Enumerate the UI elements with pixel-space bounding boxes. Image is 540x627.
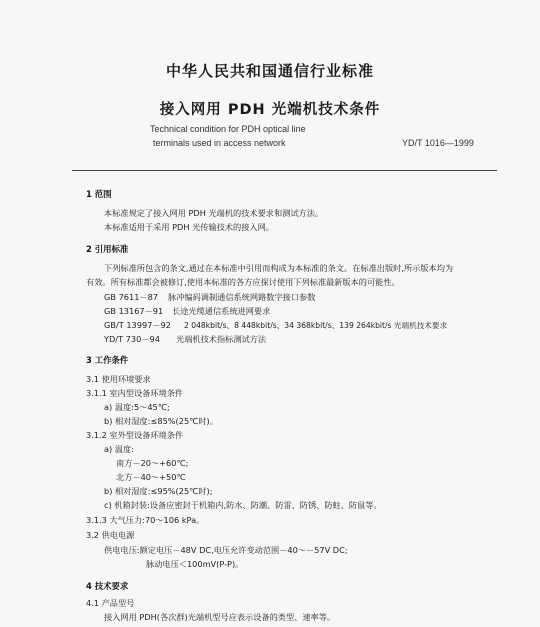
reference-code: GB 13167－91 <box>104 306 164 316</box>
subsection-3-1-heading: 3.1 使用环境要求 <box>86 374 151 384</box>
english-title-line-2: terminals used in access network <box>153 138 286 148</box>
section-4-1-paragraph: 接入网用 PDH(各次群)光端机型号应表示设备的类型、速率等。 <box>104 612 336 622</box>
power-supply-voltage: 供电电压:额定电压－48V DC,电压允许变动范围－40～－57V DC; <box>104 545 348 555</box>
subsection-3-1-3-heading: 3.1.3 大气压力:70～106 kPa。 <box>86 515 205 525</box>
list-item: b) 相对湿度:≤85%(25℃时)。 <box>104 416 218 426</box>
section-1-heading: 1 范围 <box>86 189 112 199</box>
reference-name: 长途光缆通信系统进网要求 <box>172 306 271 316</box>
list-item: 南方－20～+60℃; <box>116 458 189 468</box>
reference-code: YD/T 730－94 <box>104 334 160 344</box>
reference-code: GB 7611－87 <box>104 292 159 302</box>
list-item: a) 温度: <box>104 444 134 454</box>
reference-name: 脉冲编码调制通信系统网路数字接口参数 <box>168 292 316 302</box>
section-3-heading: 3 工作条件 <box>86 355 129 365</box>
standard-header: 中华人民共和国通信行业标准 <box>165 62 374 80</box>
english-title-line-1: Technical condition for PDH optical line <box>150 124 306 134</box>
reference-code: GB/T 13997－92 <box>104 320 171 330</box>
subsection-3-1-2-heading: 3.1.2 室外型设备环境条件 <box>86 430 184 440</box>
section-1-paragraph-1: 本标准规定了接入网用 PDH 光端机的技术要求和测试方法。 <box>104 208 324 218</box>
document-title: 接入网用 PDH 光端机技术条件 <box>159 102 381 118</box>
subsection-3-2-heading: 3.2 供电电源 <box>86 530 135 540</box>
list-item: c) 机箱封装:设备应密封于机箱内,防水、防潮、防雷、防锈、防蛀、防鼠等。 <box>104 500 382 510</box>
reference-name: 光端机技术指标测试方法 <box>176 334 267 344</box>
header-divider <box>72 170 497 171</box>
reference-name: 2 048kbit/s、8 448kbit/s、34 368kbit/s、139 264kbit/s 光端机技术要求 <box>184 321 448 330</box>
section-2-paragraph-line-2: 有效。所有标准都会被修订,使用本标准的各方应探讨使用下列标准最新版本的可能性。 <box>86 277 400 287</box>
list-item: b) 相对湿度:≤95%(25℃时); <box>104 486 213 496</box>
subsection-4-1-heading: 4.1 产品型号 <box>86 598 135 608</box>
section-1-paragraph-2: 本标准适用于采用 PDH 光传输技术的接入网。 <box>104 222 274 232</box>
list-item: 北方－40～+50℃ <box>116 472 186 482</box>
ripple-voltage: 脉动电压＜100mV(P-P)。 <box>146 559 244 569</box>
list-item: a) 温度:5～45℃; <box>104 402 170 412</box>
subsection-3-1-1-heading: 3.1.1 室内型设备环境条件 <box>86 388 184 398</box>
section-4-heading: 4 技术要求 <box>86 581 129 591</box>
standard-number: YD/T 1016—1999 <box>402 138 474 148</box>
section-2-heading: 2 引用标准 <box>86 244 129 254</box>
section-2-paragraph-line-1: 下列标准所包含的条文,通过在本标准中引用而构成为本标准的条文。在标准出版时,所示版本均为 <box>104 263 454 273</box>
